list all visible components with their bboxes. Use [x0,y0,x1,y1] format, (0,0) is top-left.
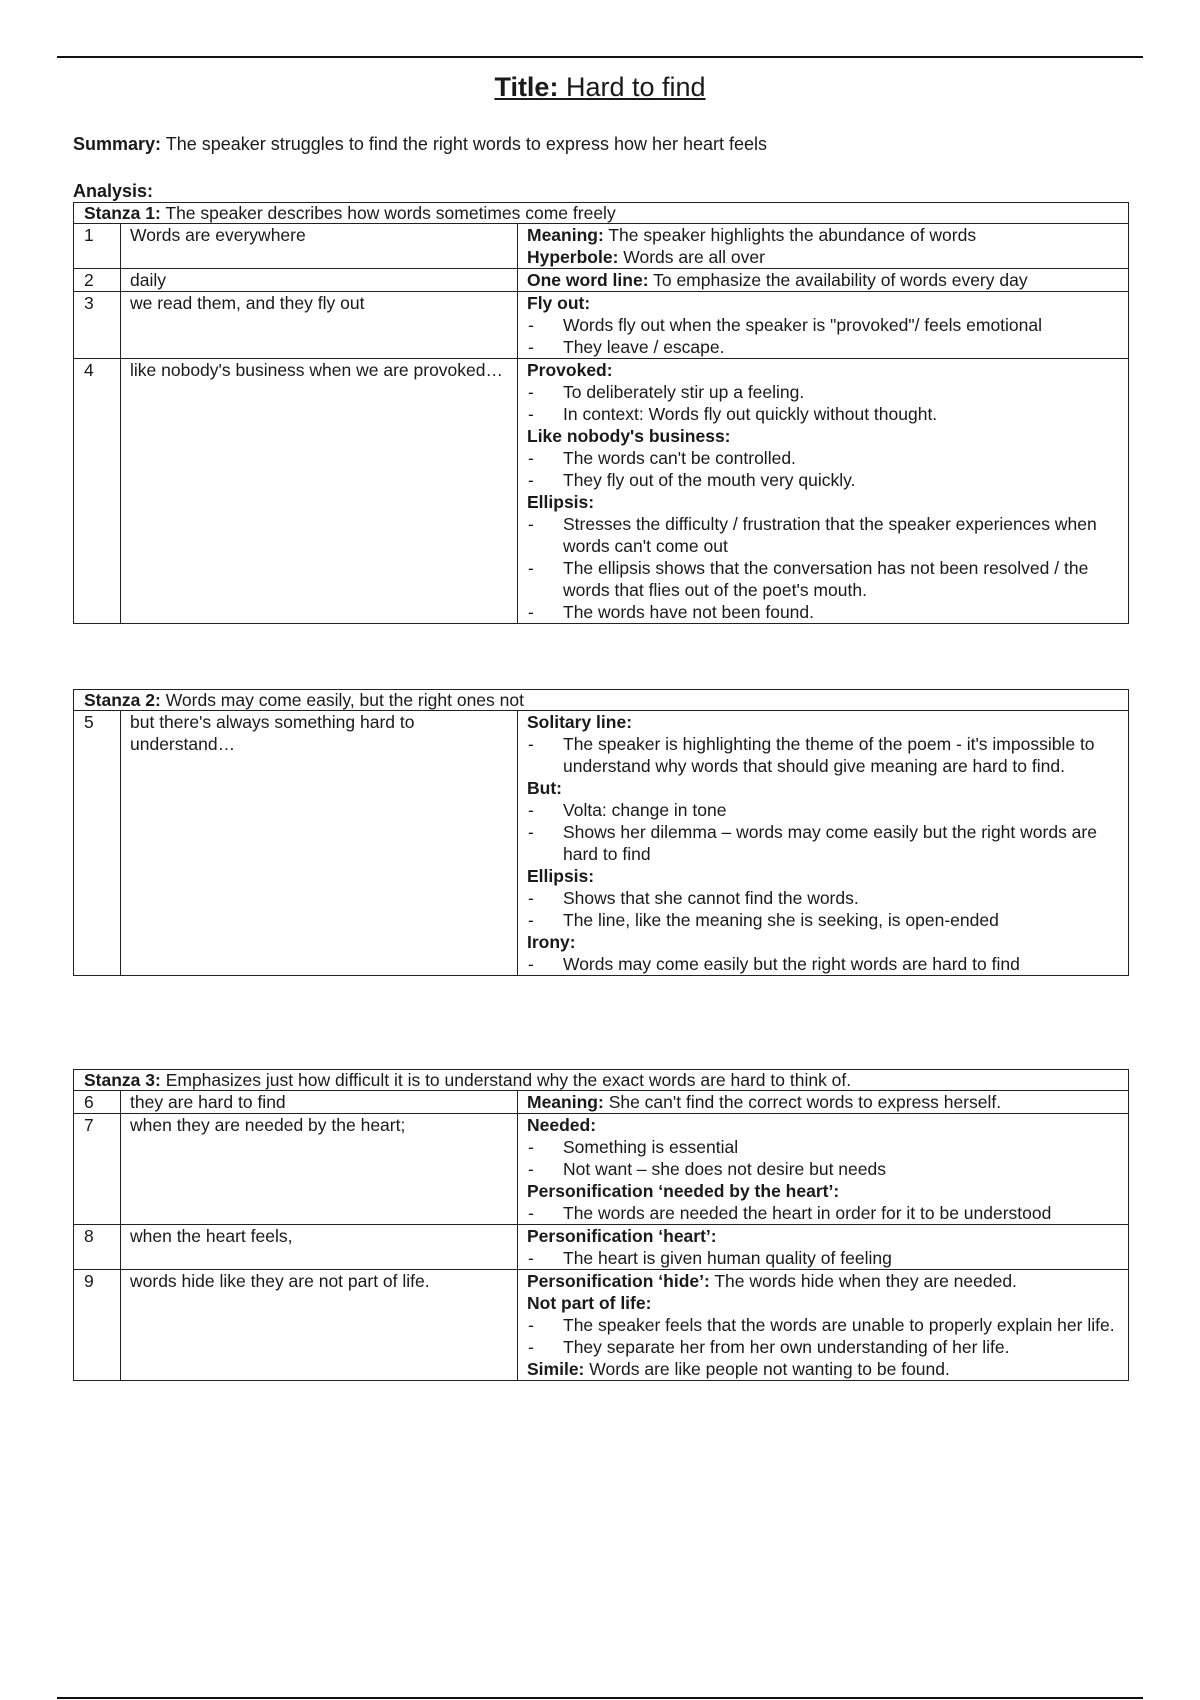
note-block [527,1225,1124,1269]
note-block [527,292,1124,358]
bullet-list [527,1314,1124,1358]
stanza-description: The speaker describes how words sometimes come freely [165,203,616,223]
note-text: The words hide when they are needed. [714,1271,1017,1291]
note-line [527,491,1124,513]
poem-line: but there's always something hard to understand… [121,711,518,976]
poem-line: when they are needed by the heart; [121,1114,518,1225]
bullet-item: - The speaker is highlighting the theme of the poem - it's impossible to understand why words that should give meaning are hard to find. [527,733,1124,777]
poem-line: when the heart feels, [121,1225,518,1270]
table-row [74,711,1129,976]
analysis-notes [518,1270,1129,1381]
note-heading: Personification ‘needed by the heart’: [527,1181,840,1201]
stanza-header-row [74,690,1129,711]
note-block [527,711,1124,777]
bullet-list [527,733,1124,777]
bullet-item: - The words are needed the heart in order for it to be understood [527,1202,1124,1224]
stanza-header [74,690,1129,711]
table-row [74,1091,1129,1114]
note-block [527,224,1124,246]
bullet-item: - The heart is given human quality of feeling [527,1247,1124,1269]
bullet-list [527,447,1124,491]
bullet-list [527,513,1124,623]
bullet-item: - Shows that she cannot find the words. [527,887,1124,909]
bullet-list [527,381,1124,425]
bullet-item: - The ellipsis shows that the conversation has not been resolved / the words that flies out of the poet's mouth. [527,557,1124,601]
note-line [527,711,1124,733]
bullet-item: - Something is essential [527,1136,1124,1158]
stanza-header [74,203,1129,224]
analysis-notes [518,711,1129,976]
bullet-item: - To deliberately stir up a feeling. [527,381,1124,403]
bullet-list [527,314,1124,358]
bullet-list [527,1247,1124,1269]
note-block [527,1270,1124,1292]
note-text: Words are like people not wanting to be found. [589,1359,950,1379]
note-line [527,1180,1124,1202]
bottom-rule [57,1697,1143,1699]
note-block [527,359,1124,425]
poem-line: Words are everywhere [121,224,518,269]
table-row [74,224,1129,269]
table-row [74,269,1129,292]
stanza-3-table [73,1069,1129,1381]
note-line [527,1225,1124,1247]
stanza-2-table [73,689,1129,976]
note-line [527,425,1124,447]
analysis-notes [518,269,1129,292]
note-heading: Simile: [527,1359,585,1379]
note-heading: Irony: [527,932,576,952]
note-heading: Ellipsis: [527,492,595,512]
analysis-notes [518,1091,1129,1114]
bullet-list [527,887,1124,931]
note-heading: One word line: [527,270,649,290]
note-line [527,359,1124,381]
note-line [527,224,1124,246]
table-row [74,1114,1129,1225]
poem-line: they are hard to find [121,1091,518,1114]
top-rule [57,56,1143,58]
line-number: 7 [74,1114,121,1225]
bullet-item: - Shows her dilemma – words may come easily but the right words are hard to find [527,821,1124,865]
note-block [527,491,1124,623]
stanza-header-row [74,1070,1129,1091]
bullet-item: - Words fly out when the speaker is "provoked"/ feels emotional [527,314,1124,336]
line-number: 1 [74,224,121,269]
note-text: The speaker highlights the abundance of words [608,225,977,245]
stanza-label: Stanza 3: [84,1070,161,1090]
table-row [74,292,1129,359]
line-number: 3 [74,292,121,359]
note-block [527,777,1124,865]
note-line [527,865,1124,887]
note-block [527,1114,1124,1180]
bullet-item: - The speaker feels that the words are unable to properly explain her life. [527,1314,1124,1336]
bullet-list [527,1136,1124,1180]
note-text: She can't find the correct words to express herself. [608,1092,1002,1112]
table-row [74,1270,1129,1381]
note-line [527,1091,1124,1113]
note-line [527,269,1124,291]
analysis-notes [518,1225,1129,1270]
stanza-header [74,1070,1129,1091]
note-block [527,1091,1124,1113]
table-row [74,1225,1129,1270]
note-heading: Provoked: [527,360,613,380]
note-heading: Needed: [527,1115,597,1135]
note-block [527,931,1124,975]
note-block [527,425,1124,491]
note-block [527,865,1124,931]
line-number: 5 [74,711,121,976]
note-heading: Meaning: [527,1092,604,1112]
line-number: 6 [74,1091,121,1114]
note-heading: Personification ‘hide’: [527,1271,710,1291]
stanza-label: Stanza 1: [84,203,161,223]
analysis-notes [518,224,1129,269]
note-heading: Not part of life: [527,1293,652,1313]
bullet-item: - Words may come easily but the right words are hard to find [527,953,1124,975]
note-line [527,1358,1124,1380]
note-heading: But: [527,778,562,798]
note-heading: Hyperbole: [527,247,619,267]
bullet-item: - Stresses the difficulty / frustration that the speaker experiences when words can't come out [527,513,1124,557]
bullet-item: - They separate her from her own understanding of her life. [527,1336,1124,1358]
stanza-1-table [73,202,1129,624]
stanza-label: Stanza 2: [84,690,161,710]
note-line [527,292,1124,314]
note-heading: Like nobody's business: [527,426,731,446]
analysis-heading: Analysis: [73,181,154,201]
note-heading: Solitary line: [527,712,633,732]
bullet-item: - The line, like the meaning she is seeking, is open-ended [527,909,1124,931]
stanza-header-row [74,203,1129,224]
note-line [527,931,1124,953]
note-line [527,246,1124,268]
poem-line: words hide like they are not part of life. [121,1270,518,1381]
note-line [527,1114,1124,1136]
table-row [74,359,1129,624]
note-text: To emphasize the availability of words every day [653,270,1028,290]
analysis-notes [518,292,1129,359]
note-line [527,777,1124,799]
poem-line: daily [121,269,518,292]
note-block [527,269,1124,291]
bullet-list [527,1202,1124,1224]
page-title: Title: Hard to find [494,72,706,102]
bullet-item: - They fly out of the mouth very quickly. [527,469,1124,491]
note-block [527,1292,1124,1358]
bullet-list [527,953,1124,975]
bullet-item: - The words can't be controlled. [527,447,1124,469]
bullet-item: - The words have not been found. [527,601,1124,623]
note-heading: Ellipsis: [527,866,595,886]
bullet-item: - In context: Words fly out quickly without thought. [527,403,1124,425]
note-line [527,1270,1124,1292]
line-number: 4 [74,359,121,624]
summary: Summary: The speaker struggles to find the right words to express how her heart feels [73,134,768,154]
analysis-notes [518,359,1129,624]
analysis-notes [518,1114,1129,1225]
line-number: 8 [74,1225,121,1270]
note-block [527,1358,1124,1380]
note-heading: Personification ‘heart’: [527,1226,717,1246]
bullet-item: - They leave / escape. [527,336,1124,358]
line-number: 9 [74,1270,121,1381]
bullet-list [527,799,1124,865]
note-heading: Meaning: [527,225,604,245]
note-text: Words are all over [623,247,765,267]
bullet-item: - Not want – she does not desire but needs [527,1158,1124,1180]
note-block [527,1180,1124,1224]
poem-line: we read them, and they fly out [121,292,518,359]
bullet-item: - Volta: change in tone [527,799,1124,821]
stanza-description: Words may come easily, but the right ones not [165,690,524,710]
poem-line: like nobody's business when we are provoked… [121,359,518,624]
note-block [527,246,1124,268]
stanza-description: Emphasizes just how difficult it is to understand why the exact words are hard to think of. [165,1070,852,1090]
line-number: 2 [74,269,121,292]
note-line [527,1292,1124,1314]
note-heading: Fly out: [527,293,591,313]
